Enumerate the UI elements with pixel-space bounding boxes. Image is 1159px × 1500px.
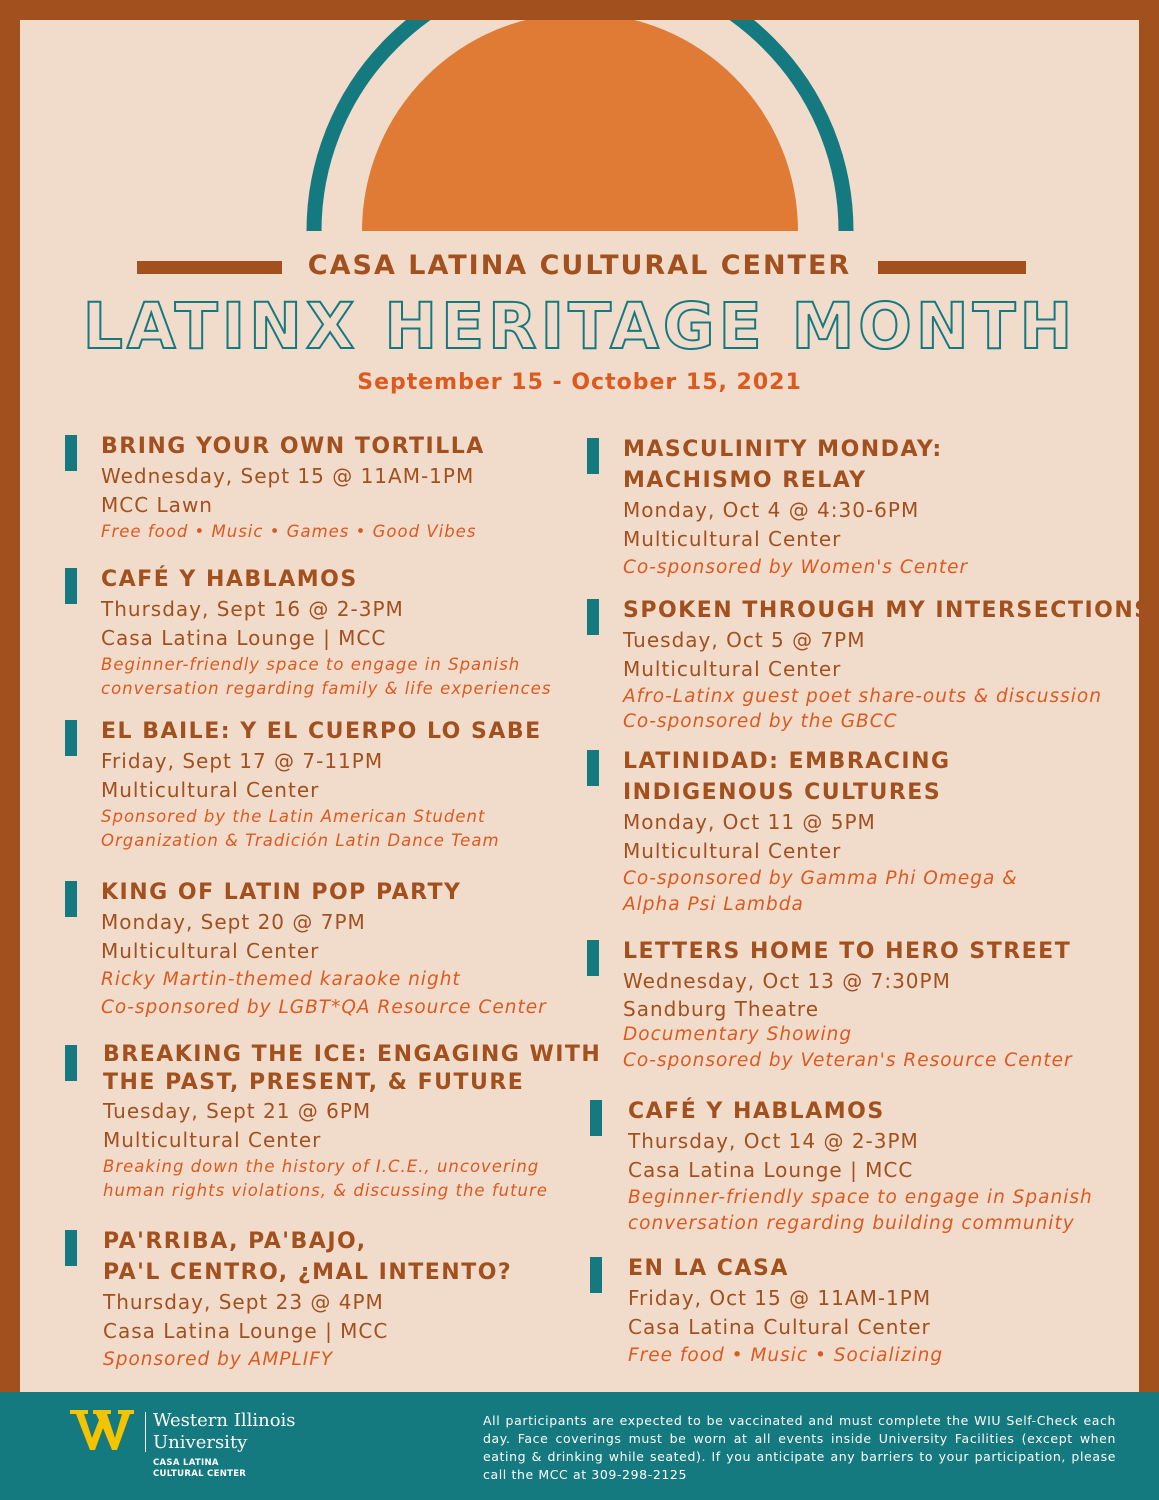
event-location: Multicultural Center — [103, 1128, 322, 1152]
event-note: Co-sponsored by the GBCC — [623, 711, 898, 732]
event-item — [623, 595, 1152, 734]
event-marker-icon — [587, 940, 599, 976]
event-datetime: Monday, Sept 20 @ 7PM — [101, 910, 366, 934]
wiu-logo-icon — [70, 1410, 134, 1450]
event-marker-icon — [587, 599, 599, 635]
event-title: KING OF LATIN POP PARTY — [101, 880, 462, 905]
event-item — [101, 431, 485, 544]
event-location: Multicultural Center — [623, 527, 842, 551]
event-note: Co-sponsored by LGBT*QA Resource Center — [101, 997, 547, 1018]
event-location: Casa Latina Lounge | MCC — [628, 1158, 914, 1182]
event-note: Documentary Showing — [623, 1024, 853, 1045]
event-title: LATINIDAD: EMBRACING — [623, 749, 951, 774]
disclaimer-text: All participants are expected to be vaccinated and must complete the WIU Self-Check each day. Face coverings must be worn at all events inside University Facilities (except when eating & drinking while seated). If you anticipate any barriers to your participation, please call the MCC at 309-298-2125 — [483, 1413, 1116, 1482]
event-location: Multicultural Center — [623, 657, 842, 681]
event-datetime: Thursday, Oct 14 @ 2-3PM — [628, 1129, 919, 1153]
event-marker-icon — [65, 568, 77, 604]
event-marker-icon — [65, 720, 77, 756]
event-datetime: Monday, Oct 11 @ 5PM — [623, 810, 876, 834]
event-title: CAFÉ Y HABLAMOS — [628, 1099, 885, 1124]
event-note: conversation regarding family & life experiences — [101, 679, 552, 698]
event-item — [103, 1041, 601, 1203]
event-marker-icon — [65, 1230, 77, 1266]
event-item — [623, 936, 1073, 1074]
event-note: Free food • Music • Socializing — [628, 1345, 944, 1366]
event-location: Multicultural Center — [101, 939, 320, 963]
event-note: Organization & Tradición Latin Dance Team — [101, 831, 500, 850]
event-location: Casa Latina Lounge | MCC — [103, 1319, 389, 1343]
event-item — [101, 564, 551, 701]
event-datetime: Tuesday, Oct 5 @ 7PM — [623, 628, 866, 652]
event-location: Multicultural Center — [623, 839, 842, 863]
event-title: BREAKING THE ICE: ENGAGING WITH — [103, 1042, 602, 1067]
event-item — [623, 746, 1018, 918]
logo-subtitle-line1: CASA LATINA — [153, 1458, 219, 1468]
event-datetime: Wednesday, Sept 15 @ 11AM-1PM — [101, 464, 475, 488]
event-item — [623, 434, 968, 582]
event-title: BRING YOUR OWN TORTILLA — [101, 434, 485, 459]
university-name-line1: Western Illinois — [153, 1410, 296, 1431]
event-title: INDIGENOUS CULTURES — [623, 780, 942, 805]
event-datetime: Tuesday, Sept 21 @ 6PM — [103, 1099, 372, 1123]
event-marker-icon — [590, 1257, 602, 1293]
event-title: CAFÉ Y HABLAMOS — [101, 567, 358, 592]
event-datetime: Friday, Oct 15 @ 11AM-1PM — [628, 1286, 932, 1310]
event-datetime: Wednesday, Oct 13 @ 7:30PM — [623, 969, 951, 993]
event-note: Co-sponsored by Women's Center — [623, 557, 969, 578]
event-title: SPOKEN THROUGH MY INTERSECTIONS — [623, 598, 1152, 623]
event-item — [628, 1253, 943, 1370]
event-item — [101, 716, 542, 853]
event-note: Alpha Psi Lambda — [623, 894, 804, 915]
event-marker-icon — [587, 438, 599, 474]
logo-divider — [145, 1412, 146, 1452]
event-note: Ricky Martin-themed karaoke night — [101, 969, 461, 990]
org-name: CASA LATINA CULTURAL CENTER — [307, 250, 852, 281]
university-name — [153, 1410, 296, 1454]
event-note: Beginner-friendly space to engage in Spanish — [101, 655, 521, 674]
event-location: Casa Latina Lounge | MCC — [101, 626, 387, 650]
event-marker-icon — [65, 881, 77, 917]
sun-arch-graphic — [20, 20, 1139, 260]
event-title: PA'L CENTRO, ¿MAL INTENTO? — [103, 1260, 513, 1285]
event-item — [103, 1226, 512, 1374]
event-marker-icon — [587, 750, 599, 786]
university-name-line2: University — [153, 1432, 248, 1453]
event-location: MCC Lawn — [101, 493, 213, 517]
event-note: Co-sponsored by Gamma Phi Omega & — [623, 868, 1018, 889]
logo-subtitle — [153, 1458, 246, 1480]
event-datetime: Friday, Sept 17 @ 7-11PM — [101, 749, 384, 773]
event-dates: September 15 - October 15, 2021 — [357, 370, 802, 395]
event-location: Multicultural Center — [101, 778, 320, 802]
event-marker-icon — [65, 435, 77, 471]
event-item — [101, 877, 547, 1022]
event-datetime: Thursday, Sept 23 @ 4PM — [103, 1290, 384, 1314]
event-title: MASCULINITY MONDAY: — [623, 437, 943, 462]
event-note: Breaking down the history of I.C.E., uncovering — [103, 1157, 540, 1176]
event-title: EL BAILE: Y EL CUERPO LO SABE — [101, 719, 542, 744]
event-marker-icon — [65, 1045, 77, 1081]
event-marker-icon — [590, 1100, 602, 1136]
event-note: conversation regarding building community — [628, 1213, 1075, 1234]
poster — [20, 20, 1152, 1392]
event-title: EN LA CASA — [628, 1256, 789, 1281]
event-title: MACHISMO RELAY — [623, 468, 867, 493]
logo-subtitle-line2: CULTURAL CENTER — [153, 1469, 247, 1479]
event-datetime: Thursday, Sept 16 @ 2-3PM — [101, 597, 404, 621]
event-note: Beginner-friendly space to engage in Spanish — [628, 1187, 1093, 1208]
footer — [0, 1392, 1159, 1500]
event-title: LETTERS HOME TO HERO STREET — [623, 939, 1072, 964]
event-title: THE PAST, PRESENT, & FUTURE — [103, 1070, 525, 1095]
event-datetime: Monday, Oct 4 @ 4:30-6PM — [623, 498, 920, 522]
event-note: Sponsored by the Latin American Student — [101, 807, 486, 826]
event-note: human rights violations, & discussing the future — [103, 1181, 548, 1200]
event-note: Co-sponsored by Veteran's Resource Center — [623, 1050, 1073, 1071]
event-note: Afro-Latinx guest poet share-outs & discussion — [623, 686, 1102, 707]
event-location: Casa Latina Cultural Center — [628, 1315, 931, 1339]
event-note: Free food • Music • Games • Good Vibes — [101, 522, 477, 541]
event-item — [628, 1096, 1093, 1237]
event-location: Sandburg Theatre — [623, 997, 819, 1021]
page-title: LATINX HERITAGE MONTH — [82, 290, 1077, 363]
sun-icon — [362, 20, 798, 231]
event-title: PA'RRIBA, PA'BAJO, — [103, 1229, 367, 1254]
event-note: Sponsored by AMPLIFY — [103, 1349, 334, 1370]
